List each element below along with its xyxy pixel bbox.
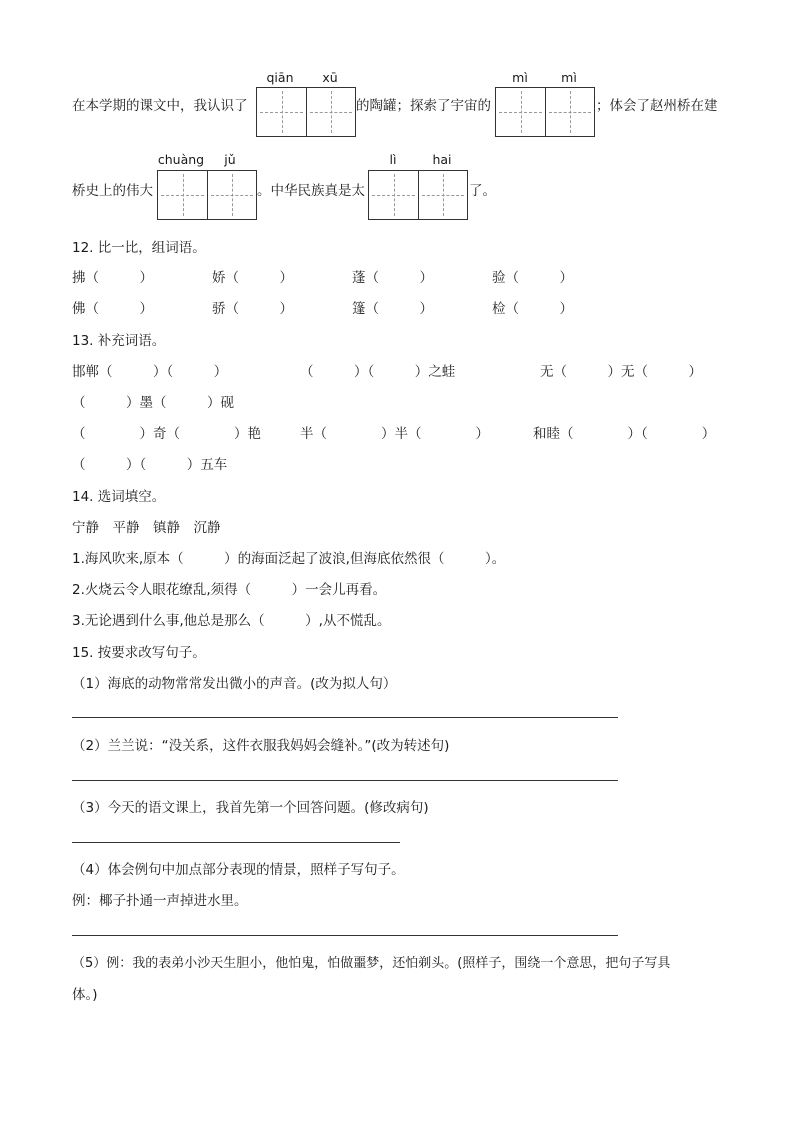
- q15-part-4-example: 例：椰子扑通一声掉进水里。: [72, 893, 248, 909]
- q13-r1-c2: （ ）（ ）之蛙: [300, 364, 456, 380]
- q13-r1-c1: 邯郸（ ）（ ）: [72, 364, 228, 380]
- q12-title: 12. 比一比，组词语。: [72, 240, 206, 256]
- q11-line1-text-c: ；体会了赵州桥在建: [596, 98, 718, 114]
- pinyin-hai: hai: [432, 152, 452, 167]
- q13-r4: （ ）（ ）五车: [72, 457, 228, 473]
- q13-r1-c3: 无（ ）无（ ）: [540, 364, 702, 380]
- q13-r3-c3: 和睦（ ）（ ）: [533, 426, 716, 442]
- pinyin-mi-2: mì: [561, 70, 577, 85]
- q15-part-4: （4）体会例句中加点部分表现的情景，照样子写句子。: [72, 862, 405, 878]
- q11-line2-text-a: 桥史上的伟大: [72, 183, 153, 199]
- q15-part-5-line2: 体。): [72, 987, 98, 1003]
- q11-line2-text-c: 了。: [469, 183, 496, 199]
- pinyin-li: lì: [389, 152, 397, 167]
- q11-line1-text-b: 的陶罐；探索了宇宙的: [356, 98, 491, 114]
- char-grid-qianxu[interactable]: [256, 87, 356, 137]
- char-grid-mimi[interactable]: [495, 87, 595, 137]
- q15-part-2: （2）兰兰说：“没关系，这件衣服我妈妈会缝补。”(改为转述句): [72, 738, 450, 754]
- q14-sentence-3: 3.无论遇到什么事,他总是那么（ ）,从不慌乱。: [72, 613, 391, 629]
- answer-line-1[interactable]: [72, 717, 618, 718]
- q13-r2: （ ）墨（ ）砚: [72, 395, 234, 411]
- pinyin-xu: xū: [322, 70, 338, 85]
- pinyin-mi-1: mì: [512, 70, 528, 85]
- q12-r1-c4: 验（ ）: [492, 270, 573, 286]
- q15-part-5-line1: （5）例：我的表弟小沙天生胆小，他怕鬼，怕做噩梦，还怕剃头。(照样子，围绕一个意思，把句子写具: [72, 956, 671, 971]
- q12-r2-c4: 检（ ）: [492, 301, 573, 317]
- q13-title: 13. 补充词语。: [72, 333, 166, 349]
- q11-line2-text-b: 。中华民族真是太: [257, 183, 365, 199]
- q12-r2-c2: 骄（ ）: [212, 301, 293, 317]
- q12-r1-c1: 拂（ ）: [72, 270, 153, 286]
- q14-sentence-1: 1.海风吹来,原本（ ）的海面泛起了波浪,但海底依然很（ ）。: [72, 551, 506, 567]
- q14-sentence-2: 2.火烧云令人眼花缭乱,须得（ ）一会儿再看。: [72, 582, 387, 598]
- q12-r1-c2: 娇（ ）: [212, 270, 293, 286]
- q12-r2-c3: 篷（ ）: [352, 301, 433, 317]
- answer-line-3[interactable]: [72, 842, 400, 843]
- q15-title: 15. 按要求改写句子。: [72, 645, 206, 661]
- pinyin-chuang: chuàng: [157, 152, 205, 167]
- answer-line-4[interactable]: [72, 935, 618, 936]
- answer-line-2[interactable]: [72, 780, 618, 781]
- char-grid-lihai[interactable]: [368, 170, 468, 220]
- q13-r3-c2: 半（ ）半（ ）: [300, 426, 489, 442]
- q14-title: 14. 选词填空。: [72, 489, 166, 505]
- q15-part-3: （3）今天的语文课上，我首先第一个回答问题。(修改病句): [72, 800, 429, 816]
- q12-r1-c3: 蓬（ ）: [352, 270, 433, 286]
- pinyin-qian: qiān: [266, 70, 294, 85]
- q15-part-1: （1）海底的动物常常发出微小的声音。(改为拟人句）: [72, 676, 397, 692]
- pinyin-ju: jǔ: [224, 152, 236, 167]
- q12-r2-c1: 佛（ ）: [72, 301, 153, 317]
- q14-words: 宁静 平静 镇静 沉静: [72, 520, 221, 536]
- char-grid-chuangju[interactable]: [157, 170, 257, 220]
- q11-line1-text-a: 在本学期的课文中，我认识了: [72, 98, 248, 114]
- q13-r3-c1: （ ）奇（ ）艳: [72, 426, 261, 442]
